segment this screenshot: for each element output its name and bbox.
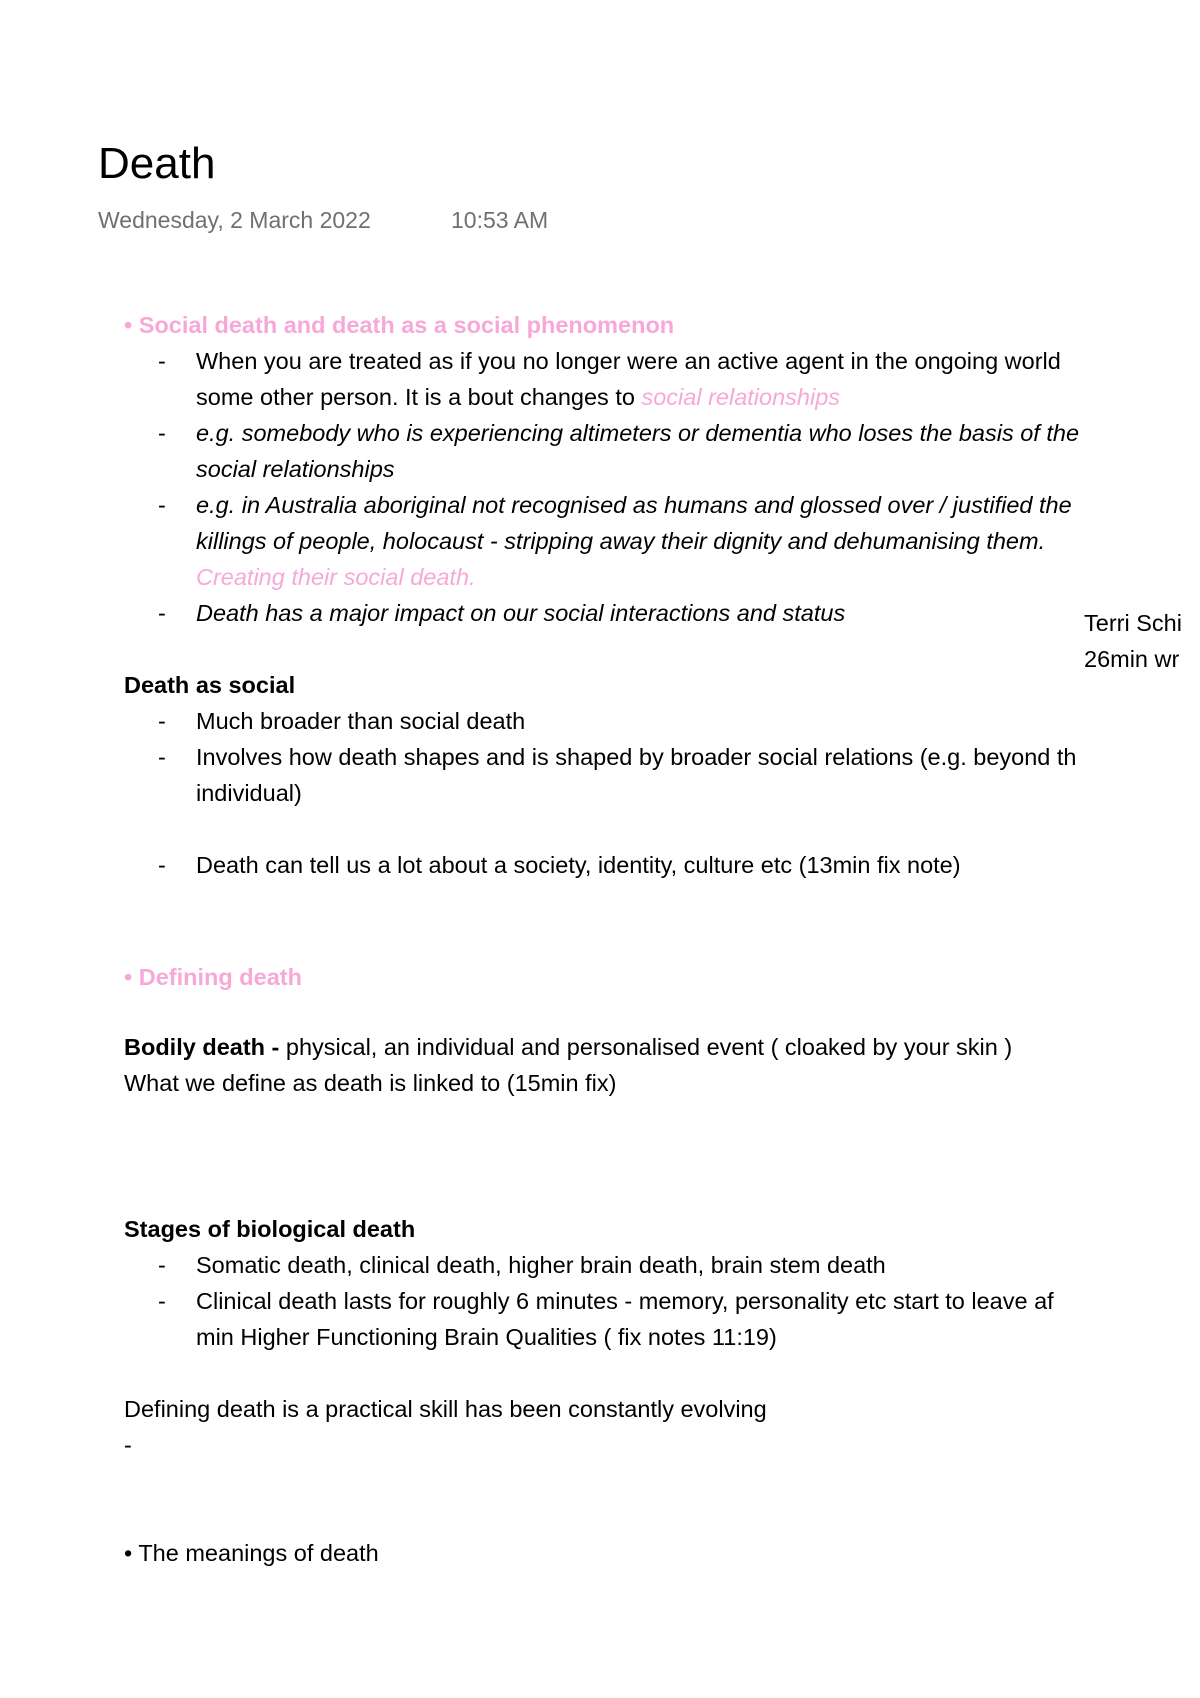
social-relationships-highlight: social relationships	[641, 384, 841, 410]
death-as-social-point-3: Death can tell us a lot about a society, identity, culture etc (13min fix note)	[196, 852, 961, 878]
bullet-dash: -	[158, 420, 166, 446]
page-title: Death	[98, 139, 216, 188]
page-time: 10:53 AM	[451, 207, 549, 233]
stages-point-2-line-1: Clinical death lasts for roughly 6 minutes - memory, personality etc start to leave af	[196, 1288, 1054, 1314]
death-as-social-point-2-line-1: Involves how death shapes and is shaped by broader social relations (e.g. beyond th	[196, 744, 1077, 770]
social-death-point-2-line-1: e.g. somebody who is experiencing altimeters or dementia who loses the basis of the	[196, 420, 1080, 446]
bodily-death-label: Bodily death -	[124, 1034, 286, 1060]
bullet-dash: -	[158, 852, 166, 878]
social-death-point-1-line-1: When you are treated as if you no longer were an active agent in the ongoing world	[196, 348, 1061, 374]
page-date: Wednesday, 2 March 2022	[98, 207, 371, 233]
social-death-point-3-line-1: e.g. in Australia aboriginal not recognised as humans and glossed over / justified the	[196, 492, 1072, 518]
bullet-dash: -	[158, 600, 166, 626]
side-note-line-1: Terri Schi	[1084, 610, 1182, 636]
death-as-social-point-2-line-2: individual)	[196, 780, 302, 806]
bodily-death-line	[124, 1032, 1012, 1062]
death-as-social-point-1: Much broader than social death	[196, 708, 526, 734]
social-death-point-2-line-2: social relationships	[196, 456, 395, 482]
side-note-line-2: 26min wr	[1084, 646, 1180, 672]
bullet-dash: -	[158, 348, 166, 374]
social-death-point-1-text: some other person. It is a bout changes to	[196, 384, 642, 410]
section-heading-social-death: • Social death and death as a social phenomenon	[124, 312, 675, 338]
subheading-stages-biological-death: Stages of biological death	[124, 1216, 416, 1242]
lone-dash: -	[124, 1432, 132, 1458]
stages-point-2-line-2: min Higher Functioning Brain Qualities ( fix notes 11:19)	[196, 1324, 777, 1350]
bullet-dash: -	[158, 492, 166, 518]
bodily-death-text: physical, an individual and personalised event ( cloaked by your skin )	[285, 1034, 1013, 1060]
social-death-point-1-line-2	[196, 382, 840, 412]
social-death-point-3-line-3: Creating their social death.	[196, 564, 476, 590]
defining-death-practical: Defining death is a practical skill has been constantly evolving	[124, 1396, 767, 1422]
bullet-dash: -	[158, 744, 166, 770]
social-death-point-3-line-2: killings of people, holocaust - stripping away their dignity and dehumanising them.	[196, 528, 1046, 554]
defined-death-linked: What we define as death is linked to (15min fix)	[124, 1070, 617, 1096]
subheading-death-as-social: Death as social	[124, 672, 296, 698]
bullet-dash: -	[158, 1288, 166, 1314]
section-heading-defining-death: • Defining death	[124, 964, 302, 990]
section-heading-meanings-of-death: • The meanings of death	[124, 1540, 379, 1566]
bullet-dash: -	[158, 1252, 166, 1278]
bullet-dash: -	[158, 708, 166, 734]
stages-point-1: Somatic death, clinical death, higher brain death, brain stem death	[196, 1252, 886, 1278]
social-death-point-4: Death has a major impact on our social interactions and status	[196, 600, 846, 626]
